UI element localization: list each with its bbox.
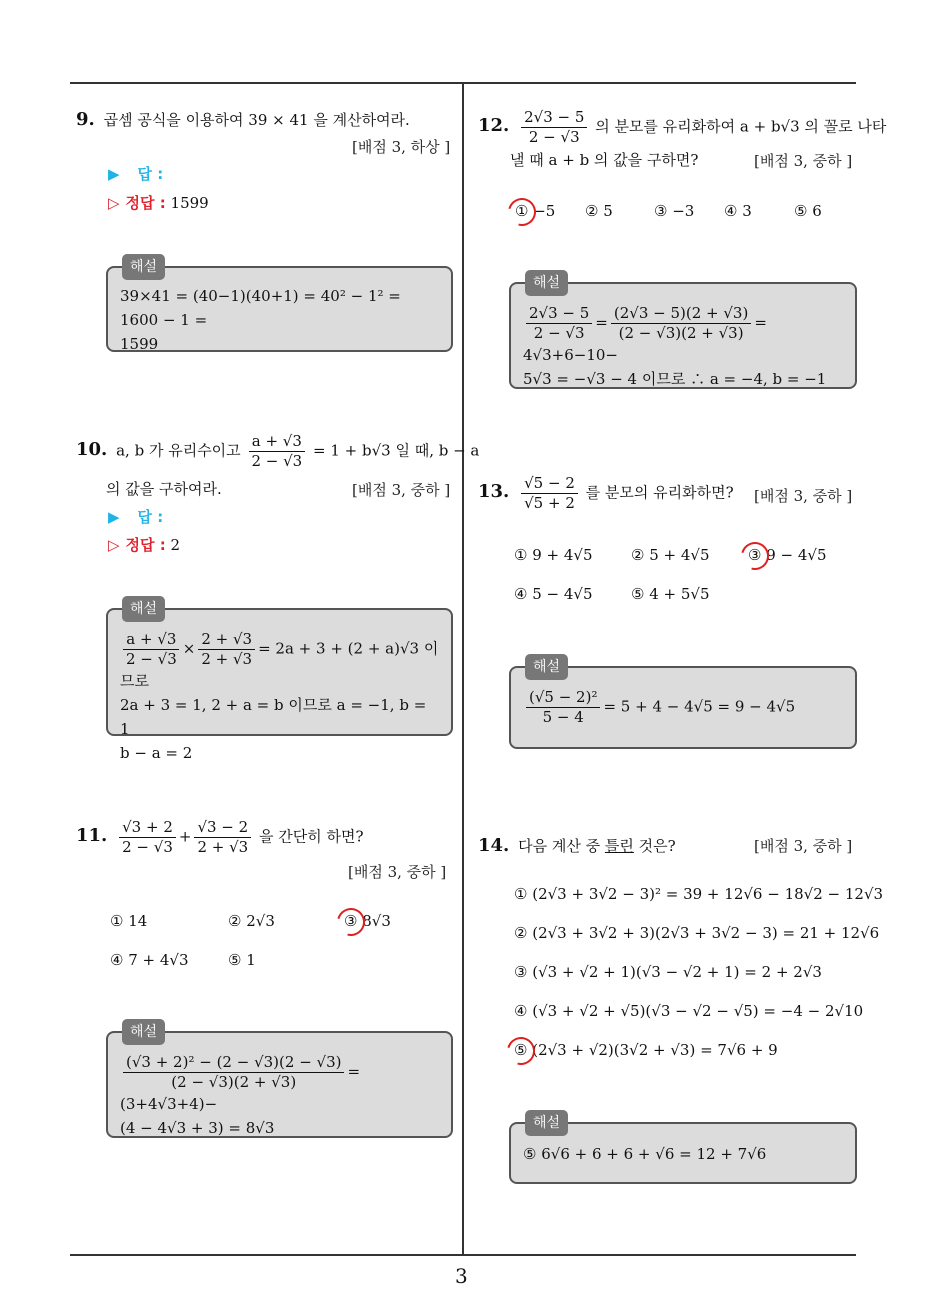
q11-sol-line2: (4 − 4√3 + 3) = 8√3 [120,1118,275,1137]
q12-option-3[interactable]: ③ −3 [654,202,695,220]
bottom-rule [70,1254,856,1256]
q11-sol-line1: $\frac{\text{(√3 + 2)² − (2 − √3)(2 − √3)}}{(2 - √3)(2 + √3)}$ = (3+4√3+4)− [120,1053,361,1113]
q12-option-5[interactable]: ⑤ 6 [794,202,822,220]
question-9 [76,106,410,134]
q12-selected-mark [503,193,541,231]
q10-correct: ▷ 정답 : 2 [108,536,181,554]
q12-option-4[interactable]: ④ 3 [724,202,752,220]
q14-selected-mark [502,1032,540,1070]
q14-option-2[interactable]: ② (2√3 + 3√2 + 3)(2√3 + 3√2 − 3) = 21 + 12√6 [514,924,880,942]
q9-sol-line1: 39×41 = (40−1)(40+1) = 40² − 1² = 1600 − 1 = [120,287,401,329]
q14-sol-line1: ⑤ 6√6 + 6 + 6 + √6 = 12 + 7√6 [523,1145,767,1163]
q14-number: 14. [478,835,510,856]
q13-option-4[interactable]: ④ 5 − 4√5 [514,585,593,603]
question-10 [76,432,479,471]
q13-meta: [배점 3, 중하 ] [754,487,853,505]
q9-meta: [배점 3, 하상 ] [352,138,451,156]
q12-option-2[interactable]: ② 5 [585,202,613,220]
q10-fraction: $\frac{a + √3}{2 - √3}$ [248,432,305,471]
column-divider [462,83,464,1255]
question-11: 11. $\frac{√3 + 2}{2 - √3}$ + $\frac{√3 - 2}{2 + √3}$ 을 간단히 하면? [76,818,364,856]
explain-tag: 해설 [122,254,165,280]
q9-explanation [106,259,453,353]
explain-tag: 해설 [525,1110,568,1136]
q11-option-1[interactable]: ① 14 [110,912,148,930]
q12-sol-line2: 5√3 = −√3 − 4 이므로 ∴ a = −4, b = −1 [523,369,827,388]
q12-sol-line1: $\frac{2√3 - 5}{2 - √3}$ = $\frac{(2√3 - 5)(2 + √3)}{(2 - √3)(2 + √3)}$ = 4√3+6−10− [523,304,767,364]
question-12: 12. $\frac{2√3 - 5}{2 - √3}$ 의 분모를 유리화하여 a + b√3 의 꼴로 나타 [478,108,887,146]
q14-option-4[interactable]: ④ (√3 + √2 + √5)(√3 − √2 − √5) = −4 − 2√10 [514,1002,864,1020]
q13-option-5[interactable]: ⑤ 4 + 5√5 [631,585,710,603]
q13-explanation [509,659,857,749]
q12-post: 의 분모를 유리화하여 a + b√3 의 꼴로 나타 [595,117,887,136]
q11-option-5[interactable]: ⑤ 1 [228,951,256,969]
q14-option-3[interactable]: ③ (√3 + √2 + 1)(√3 − √2 + 1) = 2 + 2√3 [514,963,822,981]
q9-text: 곱셈 공식을 이용하여 39 × 41 을 계산하여라. [103,111,410,129]
q10-pre: a, b 가 유리수이고 [116,441,241,460]
q12-explanation [509,275,857,389]
q10-sol-line3: b − a = 2 [120,743,193,762]
q9-correct: ▷ 정답 : 1599 [108,194,209,212]
explain-tag: 해설 [122,596,165,622]
q12-option-1[interactable]: ① −5 [515,202,556,220]
q10-meta: [배점 3, 중하 ] [352,481,451,499]
q13-option-1[interactable]: ① 9 + 4√5 [514,546,593,564]
q10-number: 10. [76,439,108,461]
q9-number: 9. [76,109,95,130]
q9-sol-line2: 1599 [120,335,159,353]
explain-tag: 해설 [525,654,568,680]
q12-line2: 낼 때 a + b 의 값을 구하면? [510,151,699,169]
q10-line2: 의 값을 구하여라. [106,480,222,498]
q13-selected-mark [736,537,774,575]
q14-meta: [배점 3, 중하 ] [754,837,853,855]
q9-answer: ▶ 답 : [108,165,164,183]
q14-option-1[interactable]: ① (2√3 + 3√2 − 3)² = 39 + 12√6 − 18√2 − 12√3 [514,885,884,903]
q11-number: 11. [76,825,108,847]
q11-meta: [배점 3, 중하 ] [348,863,447,881]
q11-option-4[interactable]: ④ 7 + 4√3 [110,951,189,969]
q14-underlined: 틀린 [604,837,634,855]
q10-answer: ▶ 답 : [108,508,164,526]
question-13: 13. $\frac{√5 - 2}{√5 + 2}$ 를 분모의 유리화하면? [478,474,734,512]
q13-post: 를 분모의 유리화하면? [585,483,734,502]
q12-number: 12. [478,115,510,137]
q10-sol-line1: $\frac{a + √3}{2 - √3}$ × $\frac{2 + √3}{2 + √3}$ = 2a + 3 + (2 + a)√3 이므로 [120,630,439,690]
q10-post: = 1 + b√3 일 때, b − a [312,441,480,460]
q14-option-5[interactable]: ⑤ (2√3 + √2)(3√2 + √3) = 7√6 + 9 [514,1041,778,1059]
page-number: 3 [455,1264,468,1288]
explain-tag: 해설 [122,1019,165,1045]
q12-meta: [배점 3, 중하 ] [754,152,853,170]
q11-option-3[interactable]: ③ 8√3 [344,912,391,930]
q13-option-3[interactable]: ③ 9 − 4√5 [748,546,827,564]
q11-option-2[interactable]: ② 2√3 [228,912,275,930]
q11-explanation [106,1024,453,1138]
q13-sol-line1: $\frac{\text{(√5 − 2)²}}{5 - 4}$ = 5 + 4 − 4√5 = 9 − 4√5 [523,688,843,727]
q13-number: 13. [478,481,510,503]
q10-explanation [106,601,453,762]
q10-sol-line2: 2a + 3 = 1, 2 + a = b 이므로 a = −1, b = 1 [120,695,427,738]
q11-selected-mark [332,903,370,941]
question-14: 14. 다음 계산 중 틀린 것은? [478,835,676,856]
q11-post: 을 간단히 하면? [258,827,364,846]
q13-option-2[interactable]: ② 5 + 4√5 [631,546,710,564]
explain-tag: 해설 [525,270,568,296]
q14-explanation [509,1115,857,1184]
